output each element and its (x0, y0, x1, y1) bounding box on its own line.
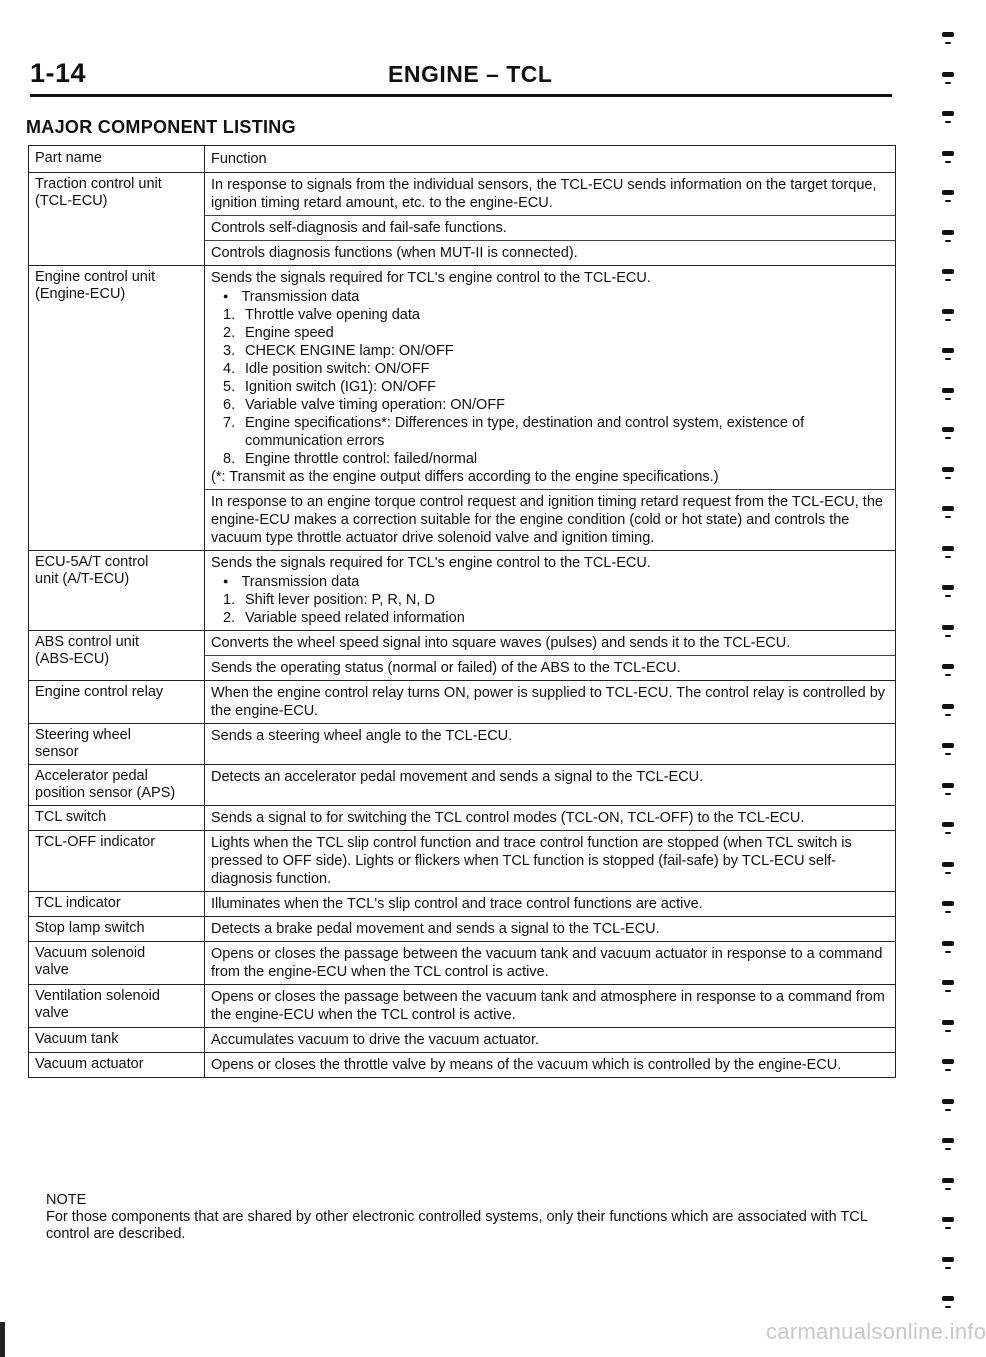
edge-mark (942, 1099, 954, 1104)
edge-mark (945, 1306, 951, 1308)
table-row (29, 723, 895, 764)
edge-mark (942, 1178, 954, 1183)
function-cell (205, 240, 895, 265)
edge-mark (945, 516, 951, 518)
edge-mark (942, 1020, 954, 1025)
function-text: Converts the wheel speed signal into square waves (pulses) and sends it to the TCL-ECU. (211, 635, 791, 651)
edge-mark (945, 793, 951, 795)
edge-mark (942, 506, 954, 511)
edge-mark (942, 822, 954, 827)
item-text: Ignition switch (IG1): ON/OFF (245, 379, 436, 395)
numbered-item (211, 450, 889, 468)
edge-mark (945, 753, 951, 755)
edge-mark (942, 941, 954, 946)
edge-mark (942, 309, 954, 314)
table-row (29, 550, 895, 630)
edge-mark (945, 398, 951, 400)
item-number: 4. (223, 361, 236, 377)
bullet-text: Transmission data (241, 289, 360, 305)
edge-mark (942, 625, 954, 630)
edge-mark (945, 951, 951, 953)
table-row (29, 172, 895, 265)
header-rule (30, 94, 892, 97)
part-name-cell: Traction control unit (TCL-ECU) (29, 173, 205, 265)
edge-mark (945, 872, 951, 874)
item-text: Shift lever position: P, R, N, D (245, 592, 435, 608)
edge-mark (945, 556, 951, 558)
bullet-item (211, 287, 889, 306)
edge-mark (942, 230, 954, 235)
function-text: Opens or closes the passage between the vacuum tank and atmosphere in response to a command from the engine-ECU when the TCL control is active. (211, 989, 885, 1023)
numbered-item (211, 342, 889, 360)
table-row (29, 680, 895, 723)
item-number: 2. (223, 325, 236, 341)
edge-mark (945, 477, 951, 479)
item-text: Engine throttle control: failed/normal (245, 451, 478, 467)
edge-mark (942, 388, 954, 393)
item-number: 8. (223, 451, 236, 467)
edge-mark (942, 743, 954, 748)
edge-mark (945, 1267, 951, 1269)
edge-mark (945, 240, 951, 242)
part-name-cell: ECU-5A/T control unit (A/T-ECU) (29, 551, 205, 630)
part-name-cell: Vacuum actuator (29, 1053, 205, 1077)
numbered-item (211, 360, 889, 378)
item-number: 6. (223, 397, 236, 413)
function-cell (205, 551, 895, 630)
edge-mark (942, 32, 954, 37)
function-text: When the engine control relay turns ON, power is supplied to TCL-ECU. The control relay is controlled by the engine-ECU. (211, 685, 886, 719)
table-row (29, 830, 895, 891)
edge-mark (942, 1257, 954, 1262)
edge-mark (945, 674, 951, 676)
table-row (29, 984, 895, 1027)
edge-mark (942, 664, 954, 669)
numbered-item (211, 414, 889, 450)
function-text: Lights when the TCL slip control function and trace control function are stopped (when TCL switch is pressed to OFF side). Lights or flickers when TCL function is stopped (fail-safe) by TCL-ECU self-diagnosis function. (211, 835, 852, 887)
function-cell (205, 942, 895, 984)
edge-mark (942, 269, 954, 274)
item-text: Idle position switch: ON/OFF (245, 361, 430, 377)
item-text: Variable speed related information (245, 610, 465, 626)
item-text: Variable valve timing operation: ON/OFF (245, 397, 506, 413)
header-part-name: Part name (29, 146, 205, 172)
part-name-cell: Accelerator pedal position sensor (APS) (29, 765, 205, 805)
function-text: Sends the operating status (normal or failed) of the ABS to the TCL-ECU. (211, 660, 681, 676)
edge-mark (945, 714, 951, 716)
item-number: 7. (223, 415, 236, 431)
edge-mark (945, 990, 951, 992)
table-header-row (29, 146, 895, 172)
table-row (29, 941, 895, 984)
edge-mark (945, 121, 951, 123)
edge-mark (942, 467, 954, 472)
function-cell (205, 655, 895, 680)
function-text: Detects a brake pedal movement and sends a signal to the TCL-ECU. (211, 921, 660, 937)
note-text: For those components that are shared by other electronic controlled systems, only their functions which are associated with TCL control are described. (46, 1209, 868, 1242)
edge-mark (945, 595, 951, 597)
bullet-item (211, 572, 889, 591)
function-cell (205, 266, 895, 489)
function-cell (205, 631, 895, 655)
edge-mark (942, 585, 954, 590)
part-name-cell: TCL-OFF indicator (29, 831, 205, 891)
numbered-item (211, 609, 889, 627)
page-edge-marks (936, 0, 960, 1357)
edge-mark (945, 82, 951, 84)
header-function: Function (211, 151, 267, 167)
chapter-title: ENGINE – TCL (388, 61, 553, 87)
edge-mark (942, 546, 954, 551)
function-text: Sends the signals required for TCL's engine control to the TCL-ECU. (211, 555, 651, 571)
numbered-item (211, 324, 889, 342)
part-name-cell: Vacuum tank (29, 1028, 205, 1052)
item-text: Throttle valve opening data (245, 307, 420, 323)
function-text: Controls diagnosis functions (when MUT-II is connected). (211, 245, 578, 261)
edge-mark (945, 911, 951, 913)
function-cell (205, 985, 895, 1027)
edge-mark (942, 72, 954, 77)
item-number: 1. (223, 592, 236, 608)
table-row (29, 764, 895, 805)
item-text: CHECK ENGINE lamp: ON/OFF (245, 343, 454, 359)
edge-mark (945, 1188, 951, 1190)
function-cell (205, 892, 895, 916)
page-corner-mark (0, 1322, 5, 1357)
table-row (29, 630, 895, 680)
item-number: 5. (223, 379, 236, 395)
component-table (28, 145, 896, 1078)
table-row (29, 891, 895, 916)
function-text: Controls self-diagnosis and fail-safe functions. (211, 220, 507, 236)
function-cell (205, 765, 895, 789)
page-header (30, 58, 892, 92)
item-text: Engine specifications*: Differences in type, destination and control system, existence of communication errors (245, 415, 805, 449)
edge-mark (945, 1227, 951, 1229)
edge-mark (942, 1296, 954, 1301)
table-row (29, 916, 895, 941)
numbered-item (211, 396, 889, 414)
edge-mark (942, 111, 954, 116)
function-text: Detects an accelerator pedal movement and sends a signal to the TCL-ECU. (211, 769, 704, 785)
edge-mark (945, 358, 951, 360)
function-text: Sends a steering wheel angle to the TCL-ECU. (211, 728, 513, 744)
bullet-text: Transmission data (241, 574, 360, 590)
numbered-item (211, 378, 889, 396)
function-cell (205, 1053, 895, 1077)
function-text: In response to an engine torque control request and ignition timing retard request from the TCL-ECU, the engine-ECU makes a correction suitable for the engine condition (cold or hot state) and controls the vacuum type throttle actuator drive solenoid valve and ignition timing. (211, 494, 883, 546)
edge-mark (945, 635, 951, 637)
function-cell (205, 681, 895, 723)
function-text: Opens or closes the throttle valve by means of the vacuum which is controlled by the engine-ECU. (211, 1057, 842, 1073)
item-number: 1. (223, 307, 236, 323)
function-cell (205, 1028, 895, 1052)
function-cell (205, 831, 895, 891)
function-cell (205, 215, 895, 240)
edge-mark (942, 1138, 954, 1143)
function-text: Illuminates when the TCL's slip control and trace control functions are active. (211, 896, 703, 912)
table-row (29, 1027, 895, 1052)
edge-mark (942, 151, 954, 156)
edge-mark (942, 1059, 954, 1064)
edge-mark (945, 1030, 951, 1032)
numbered-item (211, 591, 889, 609)
part-name-cell: Engine control unit (Engine-ECU) (29, 266, 205, 550)
edge-mark (942, 190, 954, 195)
edge-mark (942, 980, 954, 985)
part-name-cell: TCL switch (29, 806, 205, 830)
item-number: 2. (223, 610, 236, 626)
item-number: 3. (223, 343, 236, 359)
function-text: Opens or closes the passage between the vacuum tank and vacuum actuator in response to a command from the engine-ECU when the TCL control is active. (211, 946, 883, 980)
edge-mark (942, 704, 954, 709)
edge-mark (945, 437, 951, 439)
part-name-cell: Vacuum solenoid valve (29, 942, 205, 984)
function-cell (205, 917, 895, 941)
note-title: NOTE (46, 1192, 87, 1208)
note (46, 1192, 896, 1243)
edge-mark (942, 783, 954, 788)
function-text: Sends a signal to for switching the TCL control modes (TCL-ON, TCL-OFF) to the TCL-ECU. (211, 810, 805, 826)
edge-mark (945, 1069, 951, 1071)
part-name-cell: TCL indicator (29, 892, 205, 916)
edge-mark (945, 42, 951, 44)
edge-mark (945, 1148, 951, 1150)
table-row (29, 265, 895, 550)
function-cell (205, 173, 895, 215)
edge-mark (945, 279, 951, 281)
watermark: carmanualsonline.info (766, 1319, 986, 1344)
table-row (29, 1052, 895, 1077)
section-title: MAJOR COMPONENT LISTING (26, 117, 296, 137)
function-cell (205, 806, 895, 830)
function-text: Sends the signals required for TCL's engine control to the TCL-ECU. (211, 270, 651, 286)
function-cell (205, 489, 895, 550)
edge-mark (942, 348, 954, 353)
part-name-cell: Engine control relay (29, 681, 205, 723)
function-text: In response to signals from the individual sensors, the TCL-ECU sends information on the target torque, ignition timing retard amount, etc. to the engine-ECU. (211, 177, 877, 211)
function-text: Accumulates vacuum to drive the vacuum actuator. (211, 1032, 540, 1048)
edge-mark (942, 1217, 954, 1222)
edge-mark (945, 319, 951, 321)
edge-mark (942, 901, 954, 906)
part-name-cell: Stop lamp switch (29, 917, 205, 941)
edge-mark (942, 427, 954, 432)
numbered-item (211, 306, 889, 324)
edge-mark (945, 1109, 951, 1111)
part-name-cell: Steering wheel sensor (29, 724, 205, 764)
part-name-cell: ABS control unit (ABS-ECU) (29, 631, 205, 680)
table-row (29, 805, 895, 830)
edge-mark (942, 862, 954, 867)
edge-mark (945, 200, 951, 202)
part-name-cell: Ventilation solenoid valve (29, 985, 205, 1027)
function-text: (*: Transmit as the engine output differs according to the engine specifications.) (211, 469, 719, 485)
function-cell (205, 724, 895, 748)
edge-mark (945, 161, 951, 163)
item-text: Engine speed (245, 325, 334, 341)
edge-mark (945, 832, 951, 834)
page-number: 1-14 (30, 58, 87, 88)
